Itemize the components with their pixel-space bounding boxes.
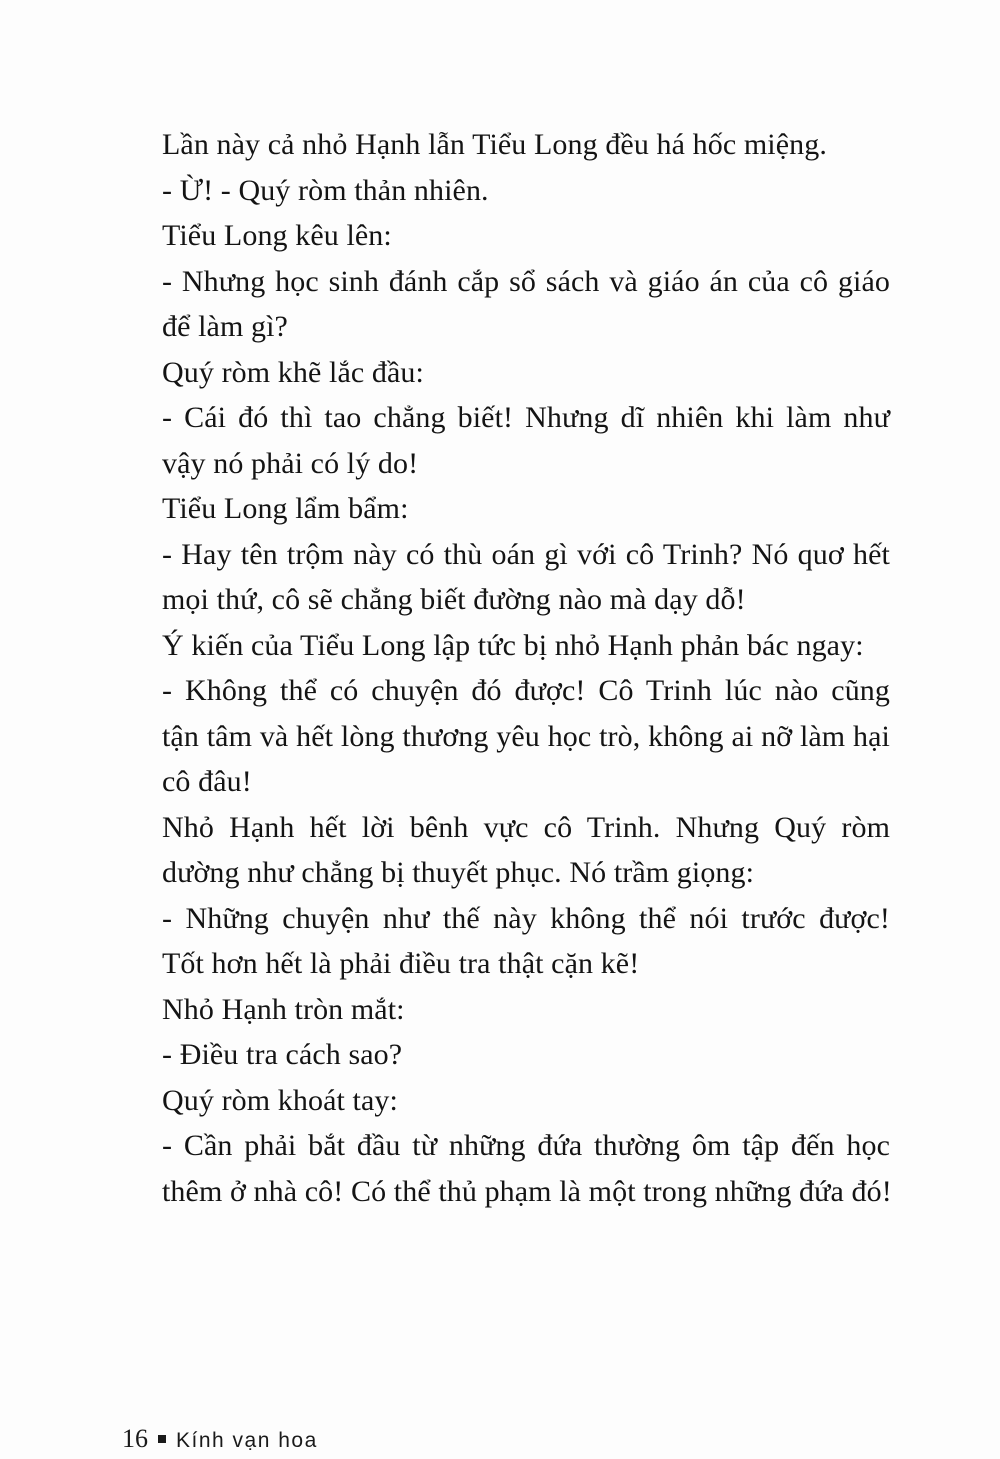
text-line: - Không thể có chuyện đó được! Cô Trinh lúc nào cũng xyxy=(162,674,890,707)
text-line: vậy nó phải có lý do! xyxy=(162,446,419,480)
page-number: 16 xyxy=(122,1424,148,1453)
text-line: Quý ròm khoát tay: xyxy=(162,1083,398,1117)
text-line: Tiểu Long lẩm bẩm: xyxy=(162,492,409,525)
body-text xyxy=(162,122,890,1214)
text-line: dường như chẳng bị thuyết phục. Nó trầm giọng: xyxy=(162,856,755,889)
text-line: - Cần phải bắt đầu từ những đứa thường ôm tập đến học xyxy=(162,1129,890,1162)
text-line: thêm ở nhà cô! Có thể thủ phạm là một trong những đứa đó! xyxy=(162,1174,892,1208)
text-line: - Nhưng học sinh đánh cắp sổ sách và giáo án của cô giáo xyxy=(162,264,890,298)
text-line: - Ừ! - Quý ròm thản nhiên. xyxy=(162,173,489,207)
text-line: Nhỏ Hạnh hết lời bênh vực cô Trinh. Nhưng Quý ròm xyxy=(162,810,890,844)
book-title: Kính vạn hoa xyxy=(176,1429,318,1452)
text-line: Nhỏ Hạnh tròn mắt: xyxy=(162,992,405,1026)
text-line: - Điều tra cách sao? xyxy=(162,1038,403,1071)
page-footer xyxy=(122,1424,318,1456)
text-line: - Những chuyện như thế này không thể nói trước được! xyxy=(162,901,890,935)
text-line: mọi thứ, cô sẽ chẳng biết đường nào mà dạy dỗ! xyxy=(162,583,746,616)
text-line: Tốt hơn hết là phải điều tra thật cặn kẽ! xyxy=(162,947,640,980)
text-line: Tiểu Long kêu lên: xyxy=(162,219,392,252)
square-bullet-icon xyxy=(158,1435,166,1443)
text-line: - Cái đó thì tao chẳng biết! Nhưng dĩ nhiên khi làm như xyxy=(162,401,890,434)
text-line: để làm gì? xyxy=(162,310,288,343)
text-line: Quý ròm khẽ lắc đầu: xyxy=(162,355,424,389)
text-line: Ý kiến của Tiểu Long lập tức bị nhỏ Hạnh phản bác ngay: xyxy=(162,628,864,662)
text-line: Lần này cả nhỏ Hạnh lẫn Tiểu Long đều há hốc miệng. xyxy=(162,128,827,161)
text-line: - Hay tên trộm này có thù oán gì với cô Trinh? Nó quơ hết xyxy=(162,537,890,571)
text-line: cô đâu! xyxy=(162,765,252,798)
text-line: tận tâm và hết lòng thương yêu học trò, không ai nỡ làm hại xyxy=(162,719,890,753)
